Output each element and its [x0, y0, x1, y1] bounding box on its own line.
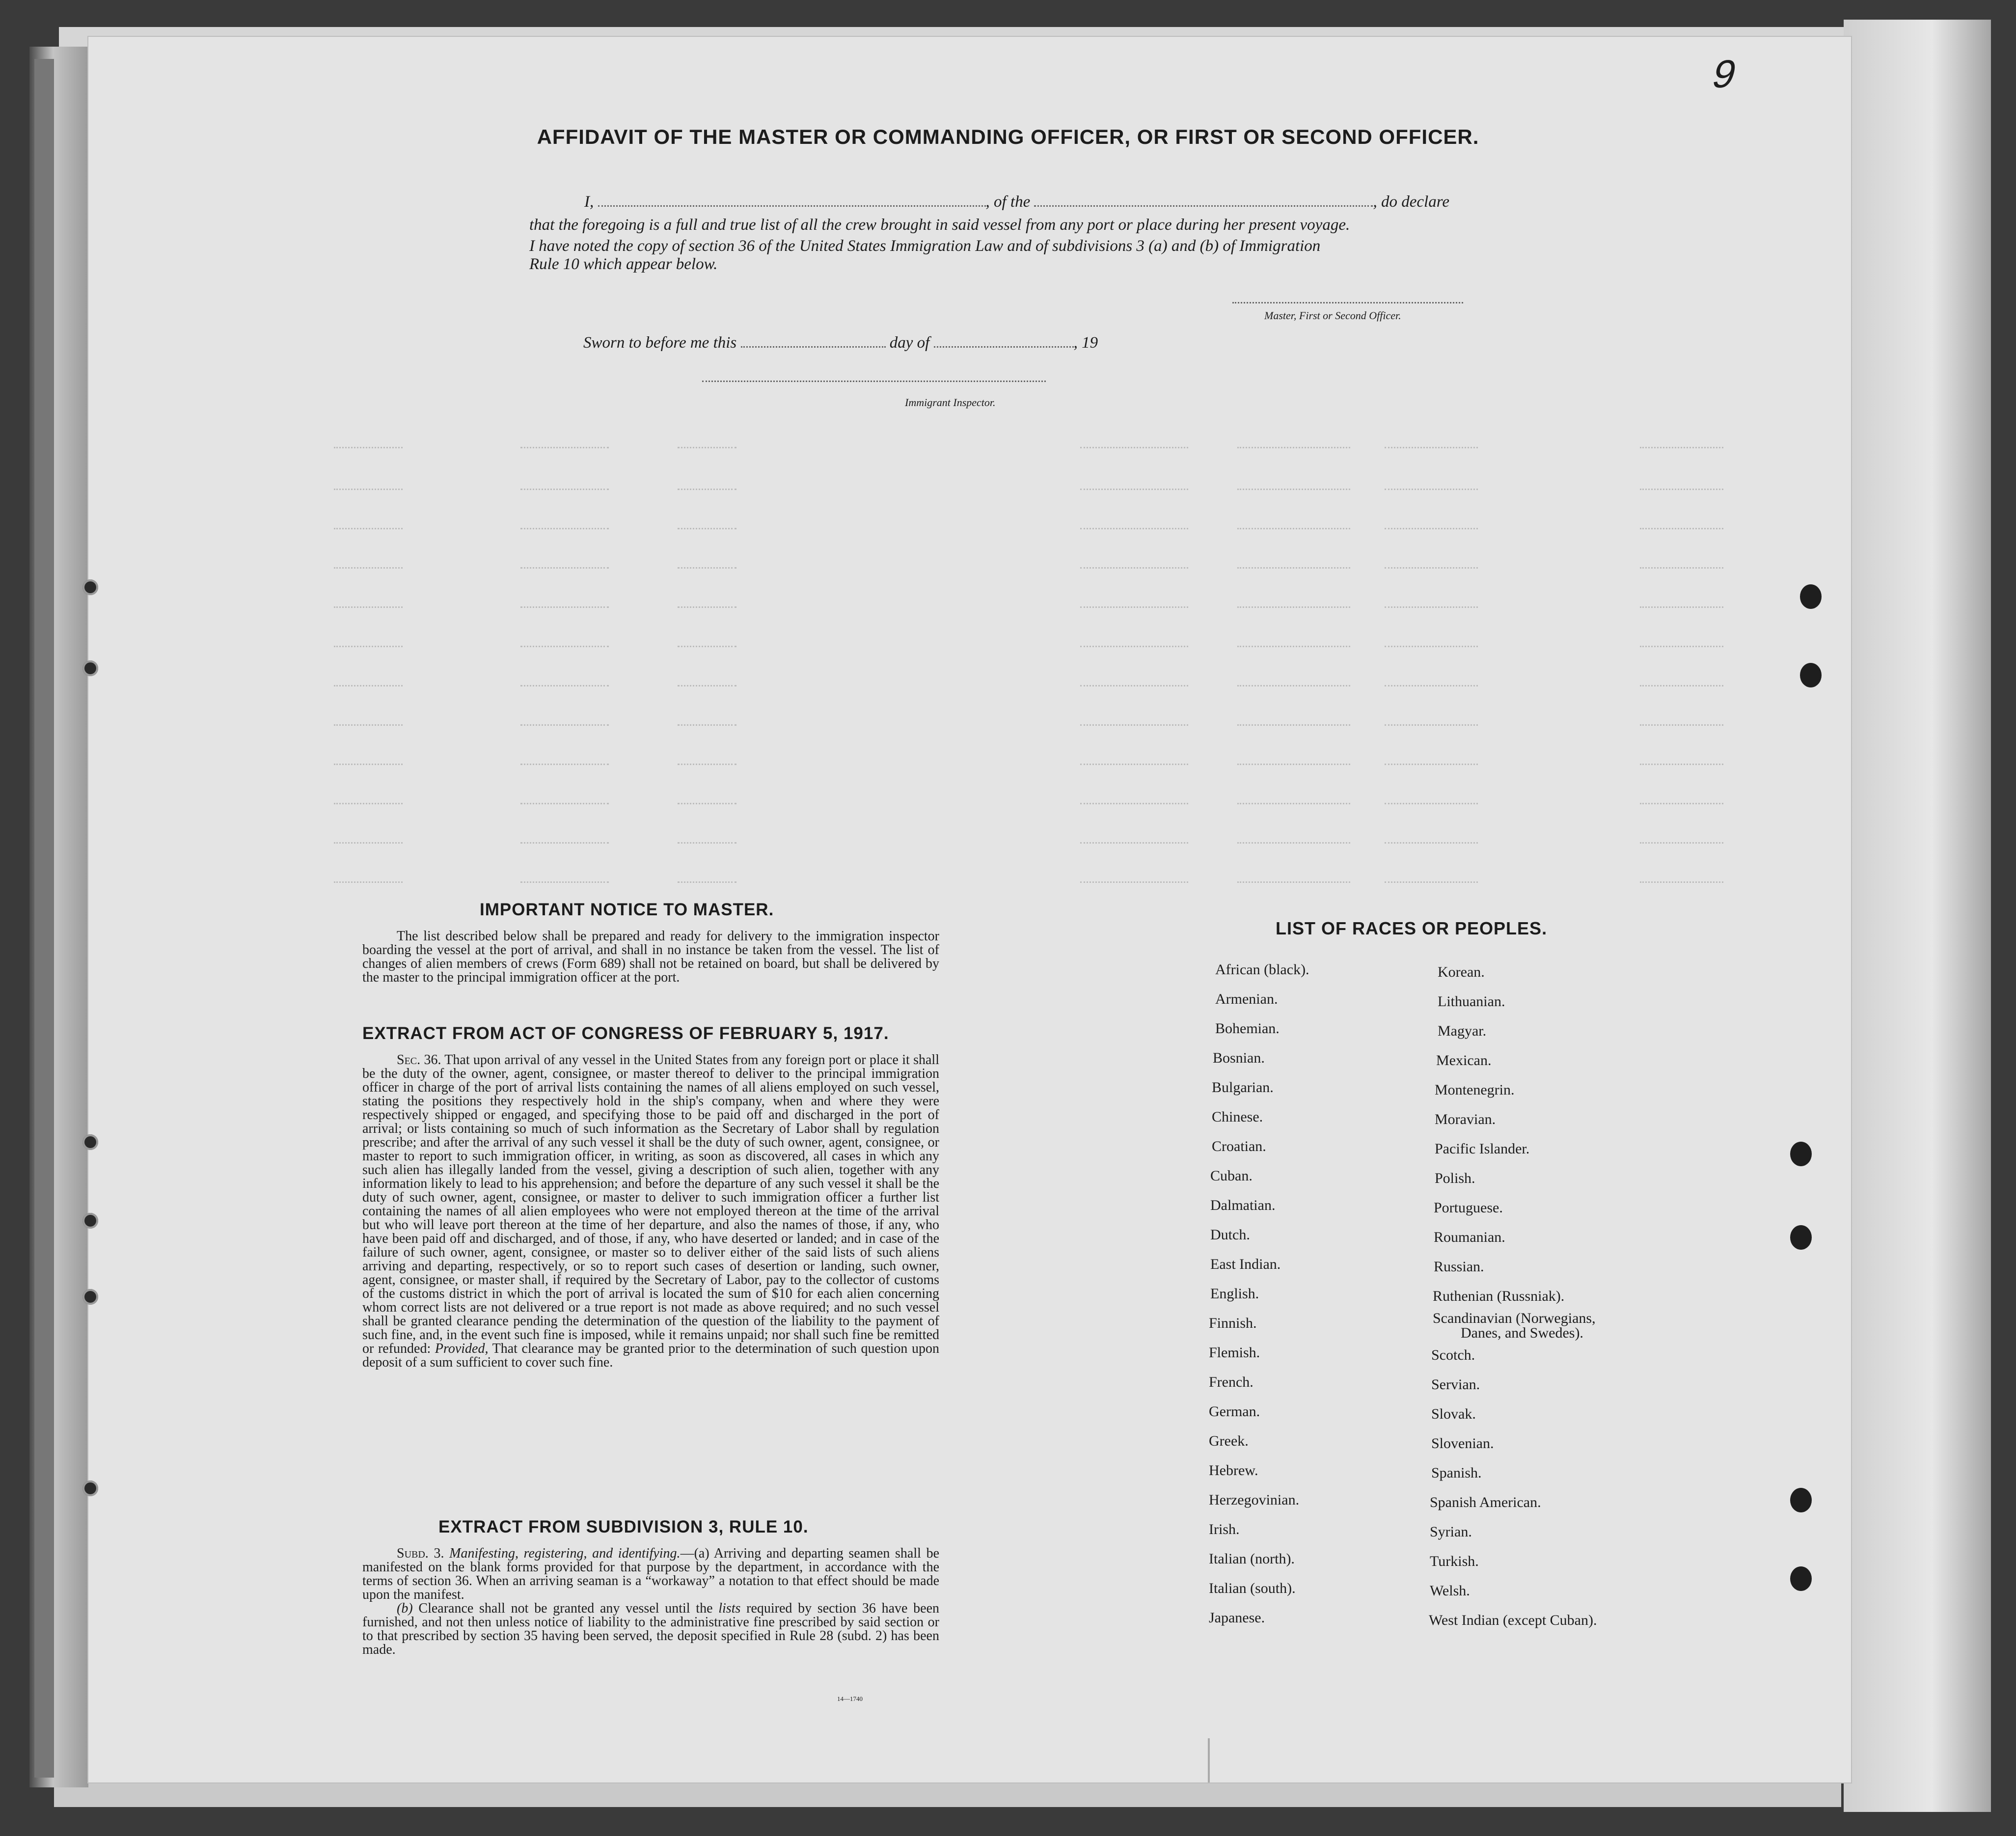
race-item: Italian (north).: [1209, 1551, 1295, 1567]
bleed-through-mark: [1237, 719, 1350, 726]
bleed-through-mark: [334, 641, 403, 647]
race-item: Scotch.: [1431, 1347, 1475, 1363]
bleed-through-mark: [1385, 877, 1478, 883]
bleed-through-mark: [1080, 602, 1188, 608]
race-item: Welsh.: [1430, 1583, 1470, 1599]
race-item: Herzegovinian.: [1209, 1492, 1300, 1508]
punch-hole-icon: [1800, 663, 1822, 687]
race-item: Cuban.: [1210, 1168, 1253, 1184]
punch-hole-icon: [82, 660, 98, 676]
bleed-through-mark: [520, 442, 609, 448]
bleed-through-mark: [1080, 523, 1188, 529]
subd-a-text: —(a) Arriving and departing seamen shall be manifested on the blank forms provided for that purpose by the department, in accordance with the terms of section 36. When an arriving seaman is a “workaway” a notation to that effect should be made upon the manifest.: [362, 1546, 939, 1602]
race-item: Flemish.: [1209, 1344, 1260, 1361]
race-item: Syrian.: [1430, 1524, 1472, 1540]
bleed-through-mark: [1640, 759, 1723, 765]
page-number-handwritten: 9: [1708, 52, 1742, 96]
bleed-through-mark: [1385, 484, 1478, 490]
bleed-through-mark: [1080, 877, 1188, 883]
race-item: Greek.: [1209, 1433, 1249, 1449]
sworn-line: [583, 334, 1098, 352]
master-caption: Master, First or Second Officer.: [1264, 309, 1401, 322]
bleed-through-mark: [1640, 562, 1723, 569]
punch-hole-icon: [82, 1480, 98, 1496]
bleed-through-mark: [1237, 641, 1350, 647]
extract-rule-text: [362, 1547, 939, 1657]
subd-b-lists: lists: [718, 1601, 741, 1616]
notice-title: IMPORTANT NOTICE TO MASTER.: [480, 900, 774, 919]
race-item: East Indian.: [1210, 1256, 1281, 1272]
bleed-through-mark: [1237, 798, 1350, 804]
bleed-through-mark: [1080, 759, 1188, 765]
bleed-through-mark: [1640, 798, 1723, 804]
extract-rule-title: EXTRACT FROM SUBDIVISION 3, RULE 10.: [438, 1517, 809, 1536]
bleed-through-mark: [1385, 680, 1478, 686]
punch-hole-icon: [1790, 1142, 1812, 1166]
punch-hole-icon: [82, 1134, 98, 1150]
subd-heading: Manifesting, registering, and identifying.: [449, 1546, 681, 1561]
subd-b-text-2: required by section 36 have been furnished, and not then unless notice of liability to the administrative fine prescribed by said section or to that prescribed by section 35 having been served, the deposit specified in Rule 28 (subd. 2) has been made.: [362, 1601, 940, 1657]
race-item: Mexican.: [1436, 1052, 1492, 1069]
bleed-through-mark: [1640, 680, 1723, 686]
bleed-through-mark: [334, 442, 403, 448]
bleed-through-mark: [520, 484, 609, 490]
race-item: Turkish.: [1430, 1553, 1479, 1569]
bleed-through-mark: [1080, 442, 1188, 448]
race-item: Croatian.: [1212, 1138, 1266, 1154]
sworn-text: Sworn to before me this: [583, 334, 737, 352]
bleed-through-mark: [1640, 602, 1723, 608]
race-item: Spanish American.: [1430, 1494, 1541, 1510]
bleed-through-mark: [678, 484, 736, 490]
subd-b-text-1: Clearance shall not be granted any vessel until the: [418, 1601, 713, 1616]
name-blank: [598, 195, 986, 207]
bleed-through-mark: [334, 877, 403, 883]
bleed-through-mark: [520, 877, 609, 883]
sworn-year: , 19: [1073, 334, 1098, 352]
race-item: German.: [1209, 1403, 1260, 1420]
bleed-through-mark: [1640, 641, 1723, 647]
inspector-signature-line: [702, 381, 1046, 382]
bleed-through-mark: [334, 562, 403, 569]
affidavit-line-1: [584, 193, 1449, 211]
bleed-through-mark: [334, 837, 403, 844]
race-item: English.: [1210, 1286, 1259, 1302]
bleed-through-mark: [520, 523, 609, 529]
bleed-through-mark: [1385, 442, 1478, 448]
fold-line: [1208, 1738, 1210, 1782]
bleed-through-mark: [1385, 837, 1478, 844]
notice-text: [362, 930, 939, 985]
subd-b-label: (b): [397, 1601, 413, 1616]
race-item: Dutch.: [1210, 1227, 1250, 1243]
bleed-through-mark: [1080, 680, 1188, 686]
bleed-through-mark: [334, 759, 403, 765]
race-item: Scandinavian (Norwegians,: [1433, 1310, 1596, 1326]
race-item: Irish.: [1209, 1521, 1240, 1537]
punch-hole-icon: [1790, 1488, 1812, 1512]
bleed-through-mark: [334, 719, 403, 726]
bleed-through-mark: [1080, 484, 1188, 490]
race-item: Magyar.: [1438, 1023, 1487, 1039]
race-item: Slovenian.: [1431, 1435, 1494, 1452]
bleed-through-mark: [520, 680, 609, 686]
bleed-through-mark: [520, 641, 609, 647]
affidavit-line-4: Rule 10 which appear below.: [529, 255, 718, 273]
sec-36-text: That upon arrival of any vessel in the United States from any foreign port or place it shall be the duty of the owner, agent, consignee, or master thereof to deliver to the principal immigration officer in charge of the port of arrival lists containing the names of all aliens employed on such vessel, stating the positions they respectively hold in the ship's company, when and where they were respectively shipped or engaged, and specifying those to be paid off and discharged in the port of arrival; or lists containing so much of such information as the Secretary of Labor shall by regulation prescribe; and after the arrival of any such vessel it shall be the duty of such owner, agent, consignee, or master to report to such immigration officer, in writing, as soon as discovered, all cases in which any such alien has illegally landed from the vessel, giving a description of such alien, together with any information likely to lead to his apprehension; and before the departure of any such vessel it shall be the duty of such owner, agent, consignee, or master to deliver to such immigration officer a further list containing the names of all alien employees who were not employed thereon at the time of the arrival but who will leave port thereon at the time of her departure, and also the names of those, if any, who have been paid off and discharged, and of those, if any, who have deserted or landed; and in case of the failure of such owner, agent, consignee, or master so to deliver either of the said lists of such aliens arriving and departing, respectively, or so to report such cases of desertion or landing, such owner, agent, consignee, or master shall, if required by the Secretary of Labor, pay to the collector of customs of the customs district in which the port of arrival is located the sum of $10 for each alien concerning whom correct lists are not delivered or a true report is not made as above required; and no such vessel shall be granted clearance pending the determination of the question of the liability to the payment of such fine, and, in the event such fine is imposed, while it remains unpaid; nor shall such fine be remitted or refunded:: [362, 1052, 939, 1356]
binding-shadow: [34, 59, 54, 1778]
race-item: Roumanian.: [1434, 1229, 1505, 1245]
bleed-through-mark: [1640, 442, 1723, 448]
race-item: Spanish.: [1431, 1465, 1482, 1481]
affidavit-declare: , do declare: [1373, 193, 1449, 211]
punch-hole-icon: [82, 579, 98, 595]
bleed-through-mark: [678, 798, 736, 804]
bleed-through-mark: [1237, 837, 1350, 844]
bleed-through-mark: [334, 680, 403, 686]
bleed-through-mark: [1237, 602, 1350, 608]
race-item: Slovak.: [1431, 1406, 1476, 1422]
bleed-through-mark: [1237, 484, 1350, 490]
race-item: Moravian.: [1435, 1111, 1496, 1127]
punch-hole-icon: [82, 1213, 98, 1229]
bleed-through-mark: [678, 442, 736, 448]
notice-paragraph: The list described below shall be prepared and ready for delivery to the immigration inspector boarding the vessel at the port of arrival, and shall in no instance be taken from the vessel. The list of changes of alien members of crews (Form 689) shall not be retained on board, but shall be delivered by the master to the principal immigration officer at the port.: [362, 929, 939, 985]
bleed-through-mark: [520, 759, 609, 765]
bleed-through-mark: [520, 602, 609, 608]
bleed-through-mark: [1385, 759, 1478, 765]
race-item: Bohemian.: [1215, 1020, 1280, 1037]
bleed-through-mark: [1640, 484, 1723, 490]
bleed-through-mark: [1385, 602, 1478, 608]
race-item: Bulgarian.: [1212, 1079, 1274, 1096]
race-item: Russian.: [1434, 1259, 1484, 1275]
bleed-through-mark: [1080, 641, 1188, 647]
bleed-through-mark: [678, 837, 736, 844]
bleed-through-mark: [1385, 562, 1478, 569]
race-item: Danes, and Swedes).: [1461, 1325, 1583, 1341]
affidavit-title: AFFIDAVIT OF THE MASTER OR COMMANDING OFFICER, OR FIRST OR SECOND OFFICER.: [537, 125, 1479, 148]
punch-hole-icon: [82, 1289, 98, 1305]
sworn-month-blank: [934, 336, 1074, 348]
race-item: Japanese.: [1209, 1610, 1265, 1626]
inspector-caption: Immigrant Inspector.: [905, 396, 996, 409]
form-number: 14—1740: [837, 1695, 863, 1702]
race-item: West Indian (except Cuban).: [1429, 1612, 1597, 1628]
affidavit-line-2: that the foregoing is a full and true list of all the crew brought in said vessel from any port or place during her present voyage.: [529, 216, 1350, 234]
race-item: Hebrew.: [1209, 1462, 1258, 1479]
bleed-through-mark: [678, 641, 736, 647]
bleed-through-mark: [334, 484, 403, 490]
bleed-through-mark: [1237, 759, 1350, 765]
affidavit-i: I,: [584, 193, 594, 211]
page-stack-right-edge: [1844, 20, 1991, 1812]
affidavit-line-3: I have noted the copy of section 36 of the United States Immigration Law and of subdivisions 3 (a) and (b) of Immigration: [529, 237, 1321, 255]
race-item: Armenian.: [1215, 991, 1278, 1007]
race-item: Bosnian.: [1213, 1050, 1265, 1066]
bleed-through-mark: [1385, 523, 1478, 529]
extract-act-title: EXTRACT FROM ACT OF CONGRESS OF FEBRUARY 5, 1917.: [362, 1024, 889, 1043]
bleed-through-mark: [1385, 641, 1478, 647]
bleed-through-mark: [1080, 798, 1188, 804]
bleed-through-mark: [520, 798, 609, 804]
race-item: Korean.: [1438, 964, 1485, 980]
bleed-through-mark: [520, 719, 609, 726]
bleed-through-mark: [1640, 877, 1723, 883]
bleed-through-mark: [1080, 562, 1188, 569]
punch-hole-icon: [1800, 584, 1822, 609]
race-item: Servian.: [1431, 1376, 1480, 1393]
bleed-through-mark: [520, 562, 609, 569]
master-signature-line: [1232, 302, 1463, 303]
race-item: Pacific Islander.: [1435, 1141, 1530, 1157]
bleed-through-mark: [334, 523, 403, 529]
bleed-through-mark: [1640, 837, 1723, 844]
race-item: Lithuanian.: [1438, 993, 1505, 1010]
punch-hole-icon: [1790, 1225, 1812, 1250]
bleed-through-mark: [1640, 523, 1723, 529]
sworn-day-blank: [741, 336, 886, 348]
race-item: African (black).: [1215, 961, 1309, 978]
bleed-through-mark: [678, 523, 736, 529]
race-item: Italian (south).: [1209, 1580, 1296, 1596]
bleed-through-mark: [678, 602, 736, 608]
vessel-blank: [1034, 195, 1373, 207]
document-page: [88, 37, 1851, 1782]
sec-36-text-end: That clearance may be granted prior to the determination of such question upon deposit of a sum sufficient to cover such fine.: [362, 1341, 940, 1370]
bleed-through-mark: [1080, 837, 1188, 844]
bleed-through-mark: [1237, 680, 1350, 686]
bleed-through-mark: [334, 798, 403, 804]
extract-act-text: [362, 1053, 939, 1370]
race-item: Finnish.: [1209, 1315, 1257, 1331]
bleed-through-mark: [678, 562, 736, 569]
bleed-through-mark: [1237, 523, 1350, 529]
bleed-through-mark: [678, 759, 736, 765]
race-item: French.: [1209, 1374, 1253, 1390]
bleed-through-mark: [334, 602, 403, 608]
provided-word: Provided,: [435, 1341, 489, 1356]
bleed-through-mark: [1385, 719, 1478, 726]
race-item: Dalmatian.: [1210, 1197, 1276, 1213]
affidavit-of-the: , of the: [985, 193, 1031, 211]
race-item: Ruthenian (Russniak).: [1433, 1288, 1565, 1304]
bleed-through-mark: [1237, 562, 1350, 569]
sworn-day-of: day of: [889, 334, 930, 352]
punch-hole-icon: [1790, 1566, 1812, 1591]
races-title: LIST OF RACES OR PEOPLES.: [1276, 918, 1548, 938]
bleed-through-mark: [1080, 719, 1188, 726]
subd-label: Subd. 3.: [397, 1546, 444, 1561]
race-item: Chinese.: [1212, 1109, 1263, 1125]
bleed-through-mark: [1237, 442, 1350, 448]
bleed-through-mark: [520, 837, 609, 844]
bleed-through-mark: [678, 719, 736, 726]
race-item: Montenegrin.: [1435, 1082, 1515, 1098]
race-item: Portuguese.: [1434, 1200, 1503, 1216]
sec-label: Sec. 36.: [397, 1052, 441, 1068]
bleed-through-mark: [1385, 798, 1478, 804]
race-item: Polish.: [1435, 1170, 1475, 1186]
bleed-through-mark: [1237, 877, 1350, 883]
bleed-through-mark: [1640, 719, 1723, 726]
bleed-through-mark: [678, 877, 736, 883]
bleed-through-mark: [678, 680, 736, 686]
